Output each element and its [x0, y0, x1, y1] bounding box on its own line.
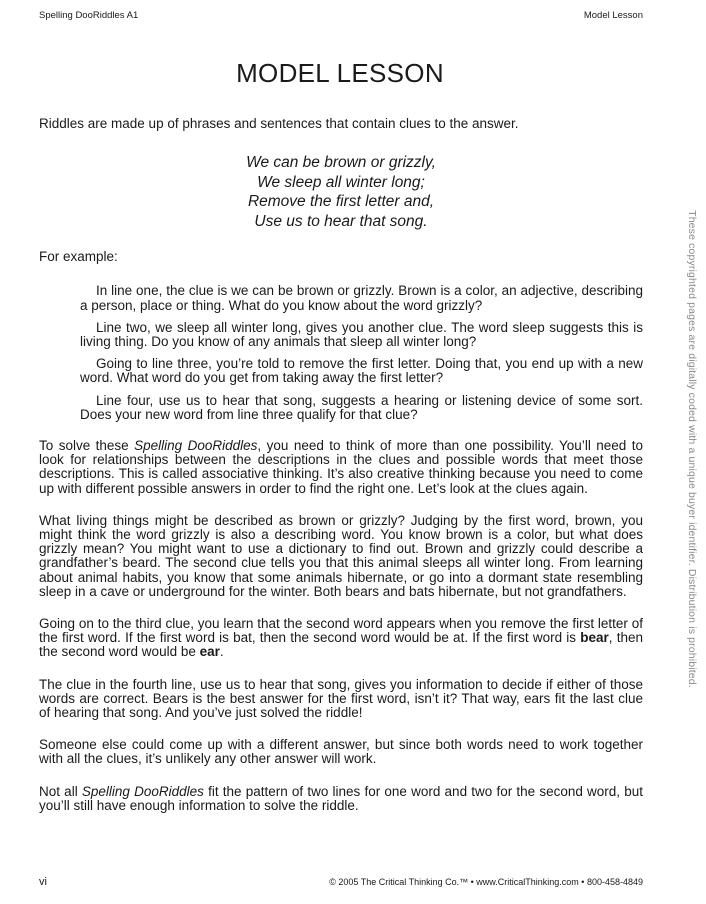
text-run: , then the second word would be — [39, 630, 643, 660]
clue-step: Line two, we sleep all winter long, gives you another clue. The word sleep suggests this is living thing. Do you know of any animals that sleep all winter long? — [80, 319, 643, 350]
riddle-verse — [39, 153, 643, 231]
clue-step: Line four, use us to hear that song, suggests a hearing or listening device of some sort. Does your new word from line three qualify for that clue? — [80, 392, 643, 422]
body-paragraph — [39, 785, 643, 813]
text-run: Going on to the third clue, you learn that the second word appears when you remove the first letter of the first word. If the first word is bat, then the second word would be at. If the first word is — [39, 616, 643, 646]
text-run: . — [219, 644, 224, 660]
header-section-title: Model Lesson — [583, 10, 643, 21]
body-paragraph — [39, 439, 643, 496]
text-run: , you need to think of more than one possibility. You’ll need to look for relationships between the descriptions in the clues and possible words that meet those descriptions. This is called associative thinking. It’s also creative thinking because you need to come up with different possible answers in order to find the right one. Let’s look at the clues again. — [39, 438, 643, 496]
riddle-line: Use us to hear that song. — [254, 212, 428, 230]
clue-step: In line one, the clue is we can be brown or grizzly. Brown is a color, an adjective, describing a person, place or thing. What do you know about the word grizzly? — [80, 283, 643, 313]
footer-copyright: © 2005 The Critical Thinking Co.™ • www.CriticalThinking.com • 800-458-4849 — [329, 877, 643, 887]
for-example-label: For example: — [39, 249, 118, 265]
header-book-title: Spelling DooRiddles A1 — [39, 10, 139, 21]
riddle-line: We sleep all winter long; — [257, 173, 425, 191]
book-title-italic: Spelling DooRiddles — [134, 438, 258, 454]
lesson-body — [39, 117, 643, 813]
body-paragraph: Someone else could come up with a different answer, but since both words need to work together with all the clues, it’s unlikely any other answer will work. — [39, 737, 643, 767]
running-header — [39, 10, 643, 21]
text-run: To solve these — [39, 438, 135, 454]
body-paragraph: The clue in the fourth line, use us to hear that song, gives you information to decide if either of those words are correct. Bears is the best answer for the first word, isn’t it? That way, ears fit the last clue of hearing that song. And you’ve just solved the riddle! — [39, 676, 643, 721]
intro-paragraph: Riddles are made up of phrases and sentences that contain clues to the answer. — [39, 116, 519, 131]
page-number: vi — [39, 876, 47, 888]
book-title-italic: Spelling DooRiddles — [81, 783, 204, 799]
answer-bold: bear — [580, 630, 609, 646]
text-run: fit the pattern of two lines for one word and two for the second word, but you’ll still have enough information to solve the riddle. — [39, 783, 643, 813]
riddle-line: We can be brown or grizzly, — [246, 154, 436, 172]
body-paragraph — [39, 617, 643, 660]
clue-step: Going to line three, you’re told to remove the first letter. Doing that, you end up with a new word. What word do you get from taking away the first letter? — [80, 356, 643, 386]
body-paragraph: What living things might be described as brown or grizzly? Judging by the first word, brown, you might think the word grizzly is also a describing word. You know brown is a color, but what does grizzly mean? You might want to use a dictionary to find out. Brown and grizzly could describe a grandfather’s beard. The second clue tells you that this animal sleeps all winter long. From learning about animal habits, you know that some animals hibernate, or go into a dormant state resembling sleep in a cave or underground for the winter. Both bears and bats hibernate, but not grandfathers. — [39, 512, 643, 599]
answer-bold: ear — [199, 644, 220, 660]
side-note-text: These copyrighted pages are digitally coded with a unique buyer identifier. Distribution is prohibited. — [686, 210, 698, 688]
text-run: Not all — [39, 783, 82, 799]
clue-steps — [80, 284, 643, 422]
riddle-line: Remove the first letter and, — [247, 193, 435, 211]
page-title: MODEL LESSON — [236, 58, 444, 88]
